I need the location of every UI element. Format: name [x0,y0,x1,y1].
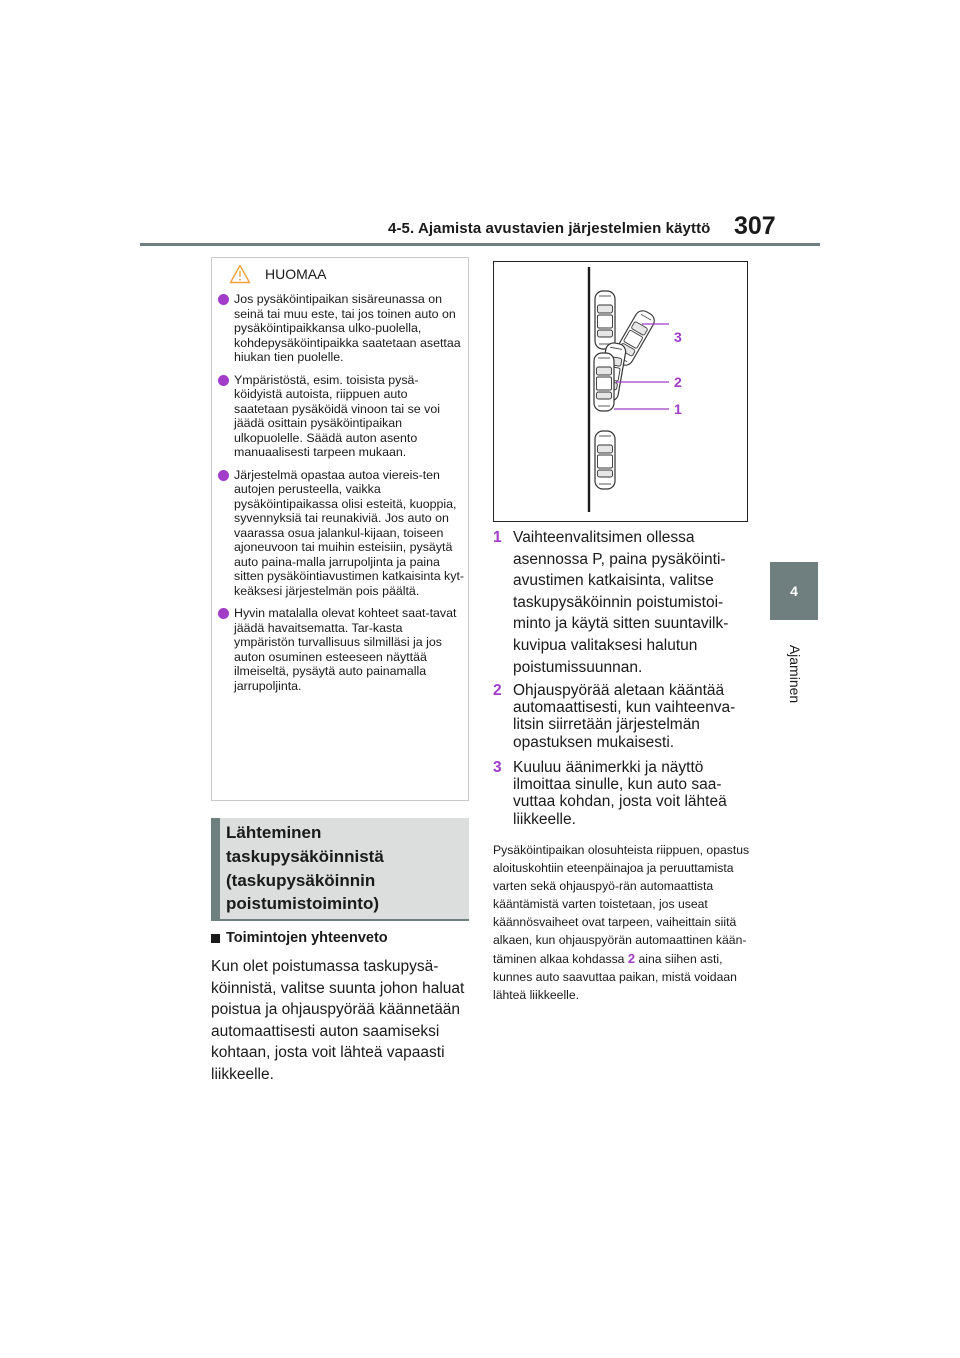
notice-item [218,468,464,599]
subheading [211,930,388,946]
notice-item-text: Ympäristöstä, esim. toisista pysä-köidyistä autoista, riippuen auto saatetaan pysäköidä vinoon tai se voi jäädä osittain pysäköintipaikan ulkopuolelle. Säädä auton asento manuaalisesti tarpeen mukaan. [234,372,440,459]
note-paragraph [493,841,751,1004]
step-item [493,682,753,751]
parking-diagram-svg [494,262,747,521]
step-number: 1 [493,529,502,546]
bullet-dot-icon [218,375,229,386]
step-number: 3 [493,759,502,776]
notice-title: HUOMAA [265,266,327,282]
subheading-text: Toimintojen yhteenveto [226,930,388,946]
note-text-after: aina siihen asti, kunnes auto saavuttaa paikan, mistä voidaan lähteä liikkeelle. [493,951,737,1002]
parked-car-front [595,291,615,349]
step-text: Ohjauspyörää aletaan kääntää automaattisesti, kun vaihteenva-litsin siirretään järjestelmän opastuksen mukaisesti. [513,682,736,751]
section-heading [211,818,469,921]
parking-diagram [493,261,748,522]
section-heading-text: Lähteminen taskupysäköinnistä (taskupysäköinnin poistumistoiminto) [226,823,384,914]
chapter-label-text: Ajaminen [787,644,803,704]
page-number: 307 [734,212,776,240]
parked-car-rear [595,431,615,489]
note-text-before: Pysäköintipaikan olosuhteista riippuen, opastus aloituskohtiin eteenpäinajoa ja peruuttamista varten sekä ohjauspyö-rän automaattista kääntämistä varten toistetaan, jos useat käännösvaiheet ovat tarpeen, vaiheittain siitä alkaen, kun ohjauspyörän automaattinen kään-täminen alkaa kohdassa [493,843,750,966]
chapter-tab [770,562,818,620]
bullet-dot-icon [218,470,229,481]
step-text: Kuuluu äänimerkki ja näyttö ilmoittaa sinulle, kun auto saa-vuttaa kohdan, josta voit lähteä liikkeelle. [513,759,727,828]
chapter-number: 4 [790,583,798,599]
notice-item-text: Jos pysäköintipaikan sisäreunassa on seinä tai muu este, tai jos toinen auto on pysäköintipaikkansa ulko-puolella, kohdepysäköintipaikka saatetaan asettaa hiukan tien puolelle. [234,292,461,364]
header-rule [140,243,820,246]
notice-item [218,373,464,460]
notice-item-text: Järjestelmä opastaa autoa viereis-ten autojen perusteella, vaikka pysäköintipaikassa olisi esteitä, kuoppia, syvennyksiä tai reunakiviä. Jos auto on vaarassa osua jalankul-kijaan, toiseen ajoneuvoon tai muihin esteisiin, pysäytä auto paina-malla jarrupoljinta ja paina sitten pysäköintiavustimen katkaisinta kyt-keäksesi järjestelmän pois päältä. [234,467,465,598]
callout-3: 3 [674,329,682,345]
callout-1: 1 [674,401,682,417]
chapter-label [780,634,810,714]
notice-item [218,292,464,365]
notice-header [229,264,326,284]
car-position-1 [594,353,614,411]
section-title: 4-5. Ajamista avustavien järjestelmien käyttö [388,220,711,237]
bullet-dot-icon [218,294,229,305]
body-paragraph: Kun olet poistumassa taskupysä-köinnistä, valitse suunta johon haluat poistua ja ohjauspyörää käännetään automaattisesti auton saamiseksi kohtaan, josta voit lähteä vapaasti liikkeelle. [211,958,465,1083]
note-step-number: 2 [627,950,636,966]
square-bullet-icon [211,934,220,943]
notice-list [218,292,464,701]
notice-item [218,606,464,693]
step-item [493,759,753,828]
notice-box [211,257,469,801]
step-item [493,527,753,678]
notice-item-text: Hyvin matalalla olevat kohteet saat-tavat jäädä havaitsematta. Tar-kasta ympäristön turvallisuus silmilläsi ja jos auton osuminen esteeseen näyttää ilmeiseltä, pysäytä auto painamalla jarrupoljinta. [234,606,457,693]
step-number: 2 [493,682,502,699]
step-text: Vaihteenvalitsimen ollessa asennossa P, paina pysäköinti-avustimen katkaisinta, valitse taskupysäköinnin poistumistoi-minto ja käytä sitten suuntavilk-kuvipua valitaksesi halutun poistumissuunnan. [513,529,729,676]
bullet-dot-icon [218,608,229,619]
warning-triangle-icon [229,264,251,284]
callout-2: 2 [674,374,682,390]
